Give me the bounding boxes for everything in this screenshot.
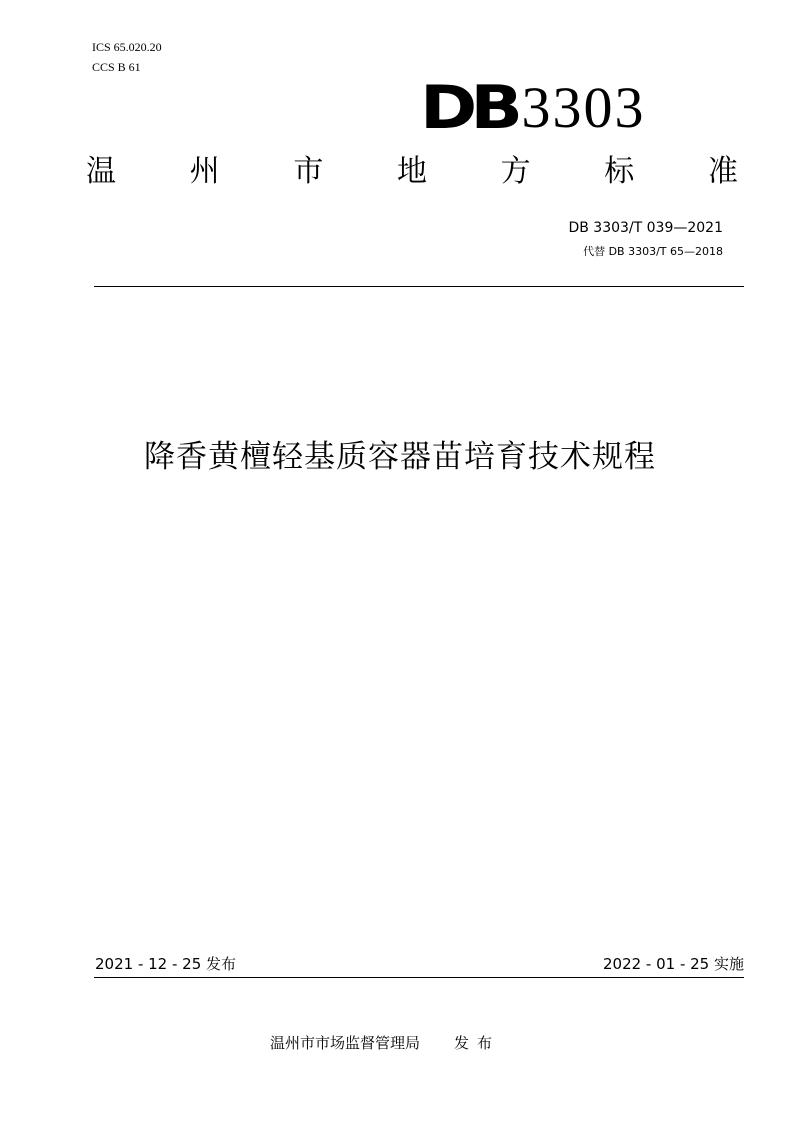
db-logo-number: 3303 bbox=[521, 75, 646, 140]
top-divider bbox=[94, 286, 744, 287]
replaced-standard: 代替 DB 3303/T 65—2018 bbox=[583, 245, 723, 258]
db-logo-letters: DB bbox=[420, 73, 517, 143]
ccs-code: CCS B 61 bbox=[92, 60, 141, 74]
implementation-date: 2022 - 01 - 25 实施 bbox=[602, 955, 744, 973]
publisher-name: 温州市市场监督管理局 bbox=[270, 1034, 421, 1052]
publisher-line bbox=[270, 1032, 500, 1054]
standard-type-char: 标 bbox=[604, 154, 635, 189]
standard-type-char: 温 bbox=[86, 154, 116, 189]
standard-number: DB 3303/T 039—2021 bbox=[568, 220, 723, 236]
standard-type-char: 方 bbox=[500, 154, 531, 189]
standard-type-char: 市 bbox=[293, 154, 324, 189]
standard-type-heading bbox=[86, 152, 738, 192]
db-logo bbox=[420, 66, 646, 143]
classification-codes bbox=[92, 37, 162, 77]
standard-type-char: 州 bbox=[189, 154, 220, 189]
document-title: 降香黄檀轻基质容器苗培育技术规程 bbox=[144, 439, 656, 475]
standard-type-char: 地 bbox=[396, 154, 427, 189]
bottom-divider bbox=[94, 977, 744, 978]
standard-type-char: 准 bbox=[707, 154, 738, 189]
issue-date: 2021 - 12 - 25 发布 bbox=[95, 955, 237, 973]
publisher-action: 发布 bbox=[454, 1034, 501, 1052]
ics-code: ICS 65.020.20 bbox=[92, 40, 162, 54]
